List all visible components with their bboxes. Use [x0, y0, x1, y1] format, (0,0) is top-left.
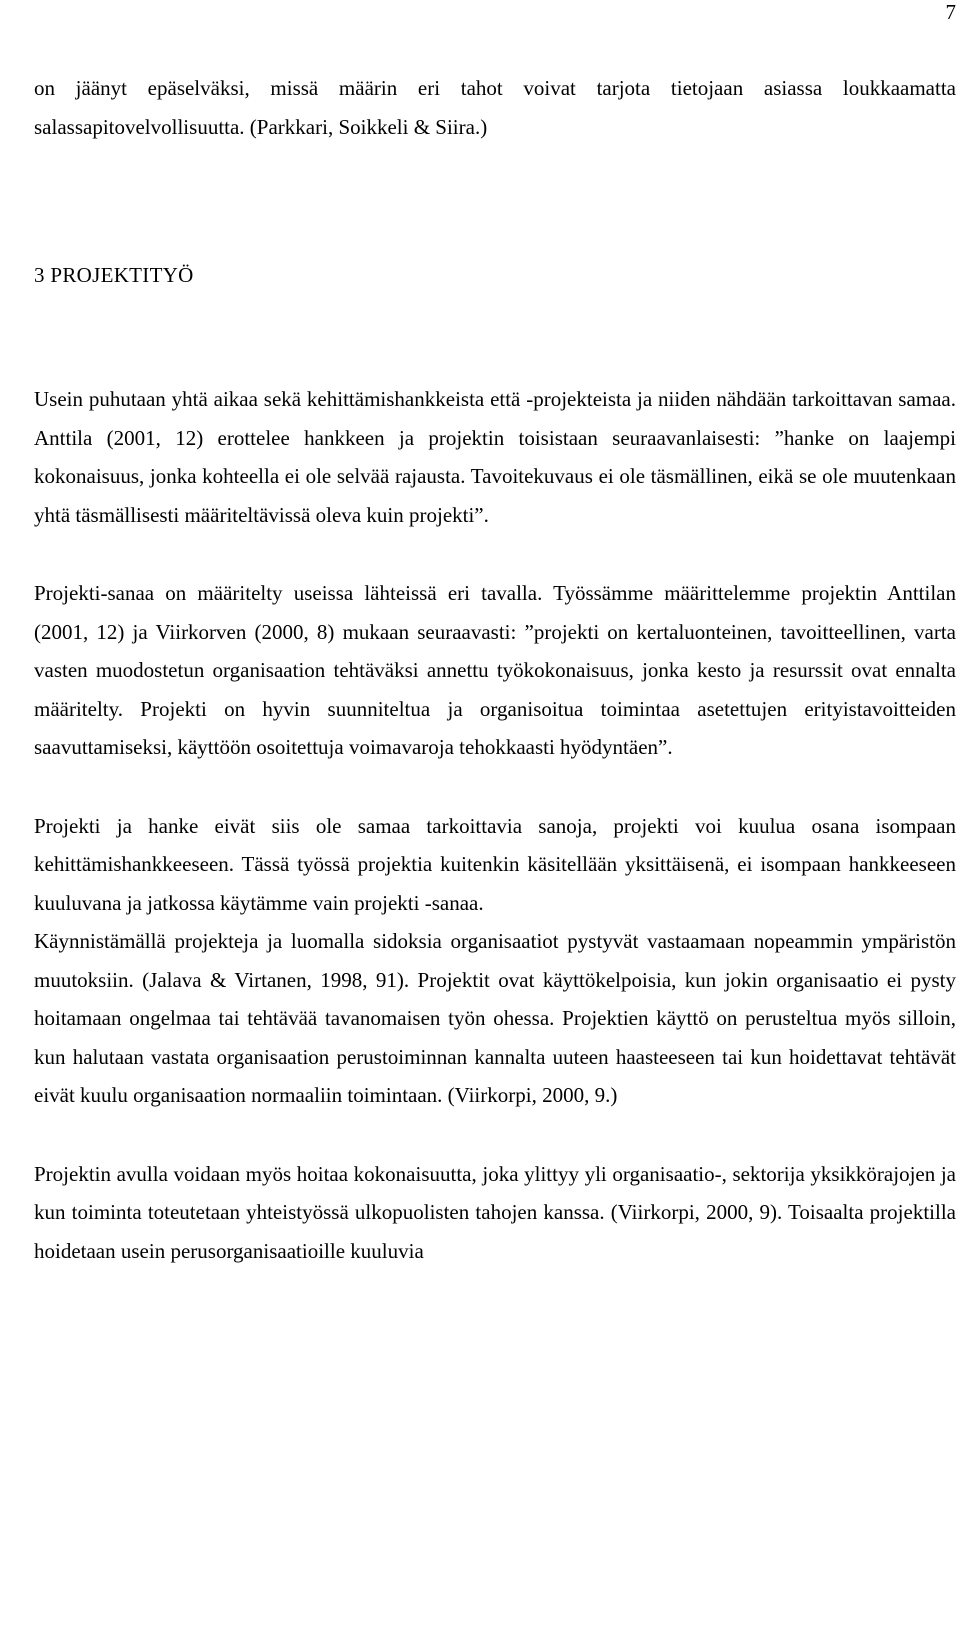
- paragraph-hanke-vs-projekti: Usein puhutaan yhtä aikaa sekä kehittämishankkeista että -projekteista ja niiden nähdään tarkoittavan samaa. Anttila (2001, 12) erottelee hankkeen ja projektin toisistaan seuraavanlaisesti: ”hanke on laajempi kokonaisuus, jonka kohteella ei ole selvää rajausta. Tavoitekuvaus ei ole täsmällinen, eikä se ole muutenkaan yhtä täsmällisesti määriteltävissä oleva kuin projekti”.: [34, 387, 956, 527]
- page-number: 7: [945, 0, 956, 24]
- paragraph-projektien-kaytto: Käynnistämällä projekteja ja luomalla sidoksia organisaatiot pystyvät vastaamaan nopeammin ympäristön muutoksiin. (Jalava & Virtanen, 1998, 91). Projektit ovat käyttökelpoisia, kun jokin organisaatio ei pysty hoitamaan ongelmaa tai tehtävää tavanomaisen työn ohessa. Projektien käyttö on perusteltua myös silloin, kun halutaan vastata organisaation perustoiminnan kannalta uuteen haasteeseen tai kun hoidettavat tehtävät eivät kuulu organisaation normaaliin toimintaan. (Viirkorpi, 2000, 9.): [34, 929, 956, 1107]
- intro-paragraph: on jäänyt epäselväksi, missä määrin eri tahot voivat tarjota tietojaan asiassa loukkaamatta salassapitovelvollisuutta. (Parkkari, Soikkeli & Siira.): [34, 76, 956, 139]
- section-heading: 3 PROJEKTITYÖ: [34, 263, 194, 287]
- paragraph-projektin-avulla: Projektin avulla voidaan myös hoitaa kokonaisuutta, joka ylittyy yli organisaatio-, sektorija yksikkörajojen ja kun toiminta toteutetaan yhteistyössä ulkopuolisten tahojen kanssa. (Viirkorpi, 2000, 9). Toisaalta projektilla hoidetaan usein perusorganisaatioille kuuluvia: [34, 1161, 956, 1263]
- page-content: [34, 69, 956, 1270]
- paragraph-projekti-definition: Projekti-sanaa on määritelty useissa lähteissä eri tavalla. Työssämme määrittelemme projektin Anttilan (2001, 12) ja Viirkorven (2000, 8) mukaan seuraavasti: ”projekti on kertaluonteinen, tavoitteellinen, varta vasten muodostetun organisaation tehtäväksi annettu työkokonaisuus, jonka kesto ja resurssit ovat ennalta määritelty. Projekti on hyvin suunniteltua ja organisoitua toimintaa asetettujen erityistavoitteiden saavuttamiseksi, käyttöön osoitettuja voimavaroja tehokkaasti hyödyntäen”.: [34, 581, 956, 759]
- paragraph-projekti-osana-hanketta: Projekti ja hanke eivät siis ole samaa tarkoittavia sanoja, projekti voi kuulua osana isompaan kehittämishankkeeseen. Tässä työssä projektia kuitenkin käsitellään yksittäisenä, ei isompaan hankkeeseen kuuluvana ja jatkossa käytämme vain projekti -sanaa.: [34, 813, 956, 915]
